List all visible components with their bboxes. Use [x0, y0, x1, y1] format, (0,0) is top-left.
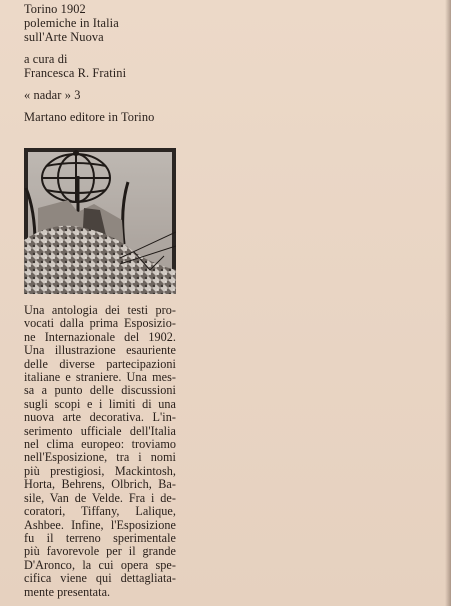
blurb-line: D'Aronco, la cui opera spe-	[24, 557, 176, 572]
blurb-line: cifica viene qui dettagliata-	[24, 571, 176, 586]
blurb-line: più favorevole per il grande	[24, 544, 176, 559]
series-label: « nadar » 3	[24, 88, 81, 102]
exposition-architecture-photo	[24, 148, 176, 294]
blurb-line: Ashbee. Infine, l'Esposizione	[24, 517, 176, 532]
page-edge-shadow	[445, 0, 451, 606]
blurb-line: sa a punto delle discussioni	[24, 383, 176, 398]
blurb-line: nel clima europeo: troviamo	[24, 437, 176, 452]
title-line-1: Torino 1902	[24, 2, 86, 16]
editor-name: Francesca R. Fratini	[24, 66, 127, 80]
blurb-line: più prestigiosi, Mackintosh,	[24, 463, 176, 478]
editor-label: a cura di	[24, 52, 68, 66]
blurb-line: Horta, Behrens, Olbrich, Ba-	[24, 477, 176, 492]
blurb-line: sugli scopi e i limiti di una	[24, 396, 176, 411]
title-line-2: polemiche in Italia	[24, 16, 119, 30]
blurb-line: ne Internazionale del 1902.	[24, 329, 176, 344]
publisher-label: Martano editore in Torino	[24, 110, 155, 124]
photo-illustration	[24, 148, 176, 294]
blurb-line: nuova arte decorativa. L'in-	[24, 410, 176, 425]
cover-header	[24, 2, 244, 124]
blurb-line: Una antologia dei testi pro-	[24, 303, 176, 317]
blurb-line: Una illustrazione esauriente	[24, 343, 176, 358]
blurb-line: sile, Van de Velde. Fra i de-	[24, 490, 176, 505]
blurb-line: fu il terreno sperimentale	[24, 530, 176, 545]
blurb-line: nell'Esposizione, tra i nomi	[24, 450, 176, 465]
cover-blurb	[24, 304, 176, 599]
blurb-line: mente presentata.	[24, 584, 111, 599]
blurb-line: coratori, Tiffany, Lalique,	[24, 504, 176, 519]
title-line-3: sull'Arte Nuova	[24, 30, 104, 44]
blurb-line: italiane e straniere. Una mes-	[24, 370, 176, 385]
blurb-line: delle diverse partecipazioni	[24, 356, 176, 371]
blurb-line: vocati dalla prima Esposizio-	[24, 316, 176, 331]
blurb-line: serimento ufficiale dell'Italia	[24, 423, 176, 438]
